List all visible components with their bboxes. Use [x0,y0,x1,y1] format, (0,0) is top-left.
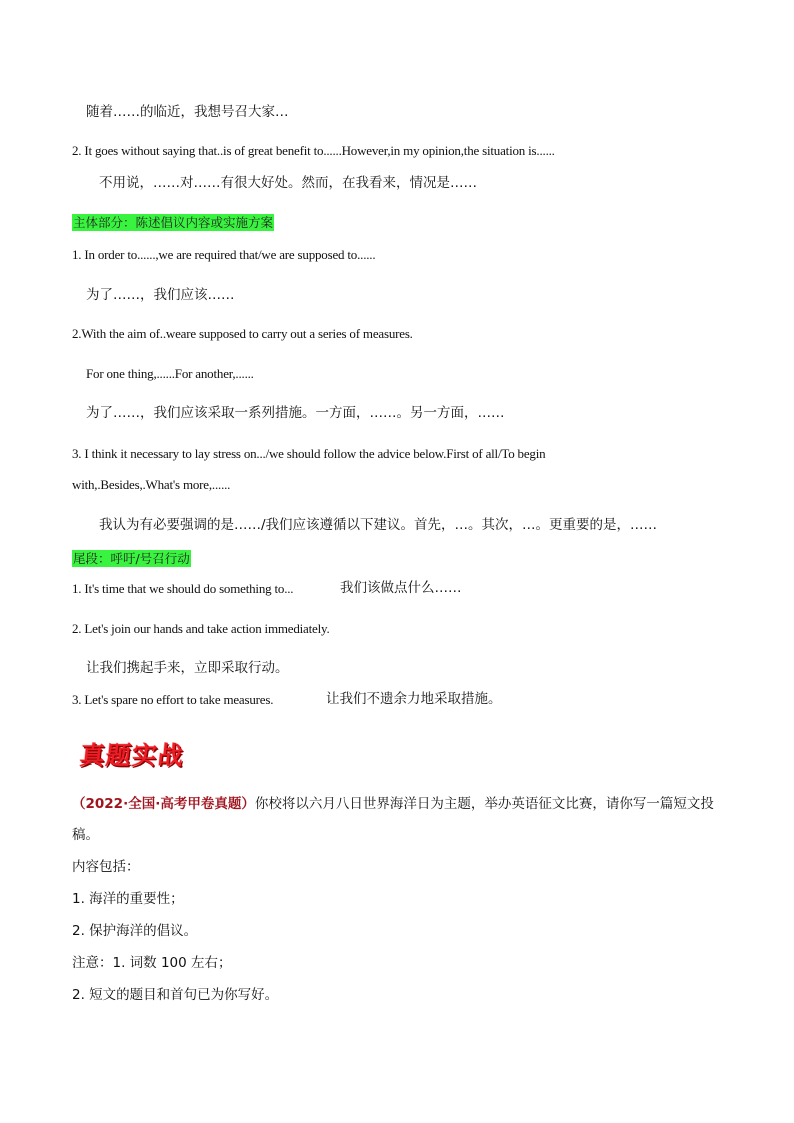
body-item1-cn: 为了……，我们应该…… [86,287,235,303]
ending-item2-en: 2. Let's join our hands and take action immediately. [72,621,330,636]
ending-item2-cn: 让我们携起手来，立即采取行动。 [86,660,289,676]
intro-item2-cn: 不用说，……对……有很大好处。然而，在我看来，情况是…… [99,175,477,191]
body-section-heading-text: 主体部分：陈述倡议内容或实施方案 [73,215,274,230]
practice-point-1: 1. 海洋的重要性； [72,891,184,907]
body-item3-en-a: 3. I think it necessary to lay stress on.../we should follow the advice below.First of all/To begin [72,446,546,461]
ending-item1-cn: 我们该做点什么…… [340,580,462,596]
body-item2-en-b: For one thing,......For another,...... [86,366,254,381]
ending-item3-en: 3. Let's spare no effort to take measures. [72,692,274,707]
intro-cn-line: 随着……的临近，我想号召大家… [86,104,289,120]
ending-item3-cn: 让我们不遗余力地采取措施。 [326,691,502,707]
practice-prompt-line-1 [72,796,714,812]
practice-note-2: 2. 短文的题目和首句已为你写好。 [72,987,279,1003]
body-item3-cn: 我认为有必要强调的是……/我们应该遵循以下建议。首先，…。其次，…。更重要的是，…… [99,517,658,533]
practice-prompt-a: 你校将以六月八日世界海洋日为主题，举办英语征文比赛，请你写一篇短文投 [254,796,714,812]
practice-banner: 真题实战 [78,741,186,770]
body-item3-en-b: with,.Besides,.What's more,...... [72,477,231,492]
ending-section-heading-text: 尾段：呼吁/号召行动 [73,551,190,566]
practice-point-2: 2. 保护海洋的倡议。 [72,923,198,939]
body-item2-cn: 为了……，我们应该采取一系列措施。一方面，……。另一方面，…… [86,405,505,421]
body-item2-en: 2.With the aim of..weare supposed to carry out a series of measures. [72,326,413,341]
body-section-heading [72,212,274,231]
practice-prompt-b: 稿。 [72,827,99,843]
intro-item2-en: 2. It goes without saying that..is of great benefit to......However,in my opinion,the situation is...... [72,143,555,158]
practice-note-1: 注意：1. 词数 100 左右； [72,955,232,971]
body-item1-en: 1. In order to......,we are required that/we are supposed to...... [72,247,376,262]
ending-item1-en: 1. It's time that we should do something to... [72,581,294,596]
ending-section-heading [72,548,191,567]
practice-source: （2022·全国·高考甲卷真题） [72,796,255,812]
practice-content-label: 内容包括： [72,859,140,875]
